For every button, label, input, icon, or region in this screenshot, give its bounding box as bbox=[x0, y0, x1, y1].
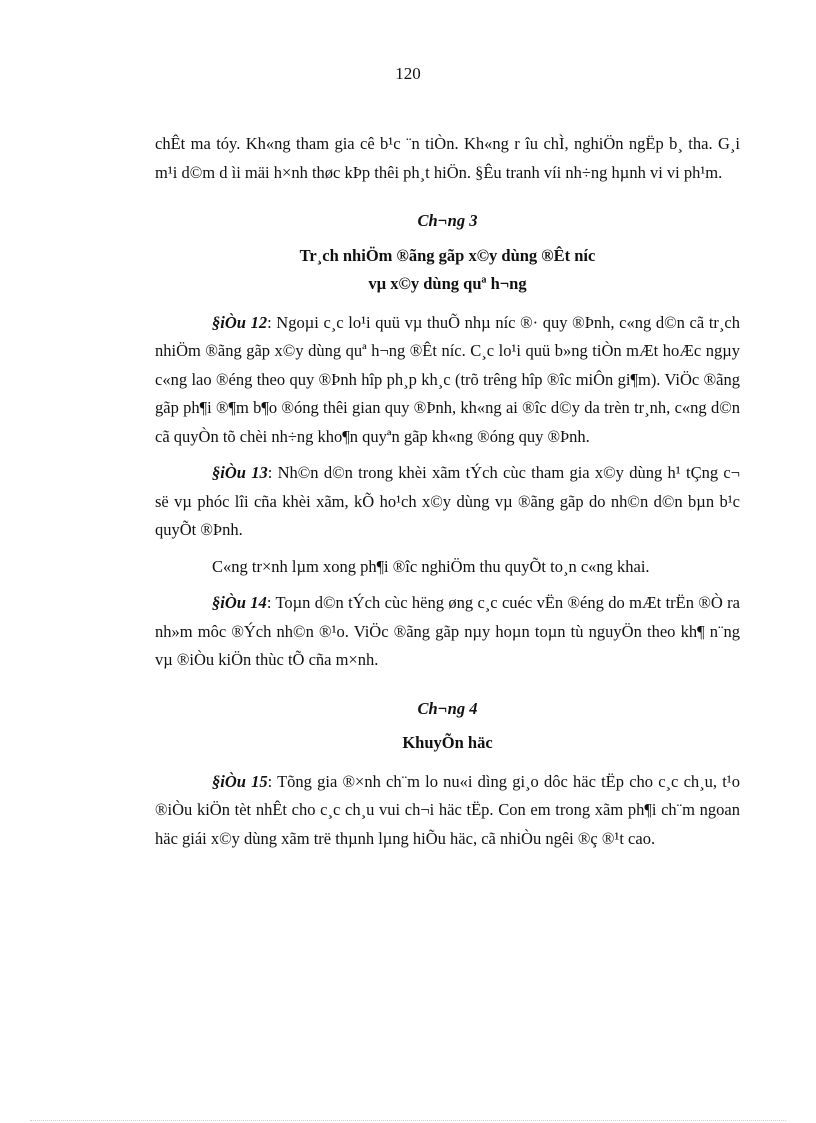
article-15 bbox=[155, 768, 740, 854]
article-14 bbox=[155, 589, 740, 675]
page-bottom-rule bbox=[30, 1120, 786, 1121]
article-13-extra: C«ng tr×nh lµm xong ph¶i ®îc nghiÖm thu quyÕt to¸n c«ng khai. bbox=[212, 556, 650, 576]
article-13 bbox=[155, 459, 740, 545]
article-13-text: : Nh©n d©n trong khèi xãm tÝch cùc tham gia x©y dùng h¹ tÇng c¬ së vµ phóc lîi cña khèi xãm, kÕ ho¹ch x©y dùng vµ ®ãng gãp do nh©n d©n bµn b¹c quyÕt ®Þnh. bbox=[155, 463, 740, 539]
chapter-3-heading-line1: Tr¸ch nhiÖm ®ãng gãp x©y dùng ®Êt níc bbox=[299, 245, 596, 265]
article-14-text: : Toµn d©n tÝch cùc hëng øng c¸c cuéc vËn ®éng do mÆt trËn ®Ò ra nh»m môc ®Ých nh©n ®¹o. ViÖc ®ãng gãp nµy hoµn toµn tù nguyÖn theo kh¶ n¨ng vµ ®iÒu kiÖn thùc tÕ cña m×nh. bbox=[155, 593, 740, 669]
article-15-text: : Tõng gia ®×nh ch¨m lo nu«i dìng gi¸o dôc häc tËp cho c¸c ch¸u, t¹o ®iÒu kiÖn tèt nhÊt cho c¸c ch¸u vui ch¬i häc tËp. Con em trong xãm ph¶i ch¨m ngoan häc giái x©y dùng xãm trë thµnh lµng hiÕu häc, cã nhiÒu ngêi ®ç ®¹t cao. bbox=[155, 771, 740, 848]
page-number: 120 bbox=[395, 64, 421, 83]
chapter-3-heading bbox=[155, 242, 740, 299]
article-12 bbox=[155, 309, 740, 452]
article-14-label: §iÒu 14 bbox=[212, 593, 267, 612]
article-12-text: : Ngoµi c¸c lo¹i quü vµ thuÕ nhµ níc ®· quy ®Þnh, c«ng d©n cã tr¸ch nhiÖm ®ãng gãp x©y dùng quª h¬ng ®Êt níc. C¸c lo¹i quü b»ng tiÒn mÆt hoÆc ngµy c«ng lao ®éng theo quy ®Þnh hîp ph¸p kh¸c (trõ trêng hîp ®îc miÔn gi¶m). ViÖc ®ãng gãp ph¶i ®¶m b¶o ®óng thêi gian quy ®Þnh, kh«ng ai ®îc d©y da trèn tr¸nh, c«ng d©n cã quyÒn tõ chèi nh÷ng kho¶n quyªn gãp kh«ng ®óng quy ®Þnh. bbox=[155, 312, 740, 446]
article-13-label: §iÒu 13 bbox=[212, 463, 268, 482]
chapter-3-title: Ch¬ng 3 bbox=[417, 211, 478, 230]
document-body bbox=[155, 130, 740, 861]
chapter-4-heading: KhuyÕn häc bbox=[402, 733, 493, 752]
paragraph-continuation: chÊt ma tóy. Kh«ng tham gia cê b¹c ¨n tiÒn. Kh«ng r îu chÌ, nghiÖn ngËp b¸ tha. G¸i m¹i d©m d ìi mäi h×nh thøc kÞp thêi ph¸t hiÖn. §Êu tranh víi nh÷ng hµnh vi vi ph¹m. bbox=[155, 134, 740, 182]
article-12-label: §iÒu 12 bbox=[212, 312, 268, 332]
chapter-4-title: Ch¬ng 4 bbox=[417, 698, 478, 718]
chapter-3-heading-line2: vµ x©y dùng quª h¬ng bbox=[368, 274, 527, 293]
article-15-label: §iÒu 15 bbox=[212, 771, 268, 791]
